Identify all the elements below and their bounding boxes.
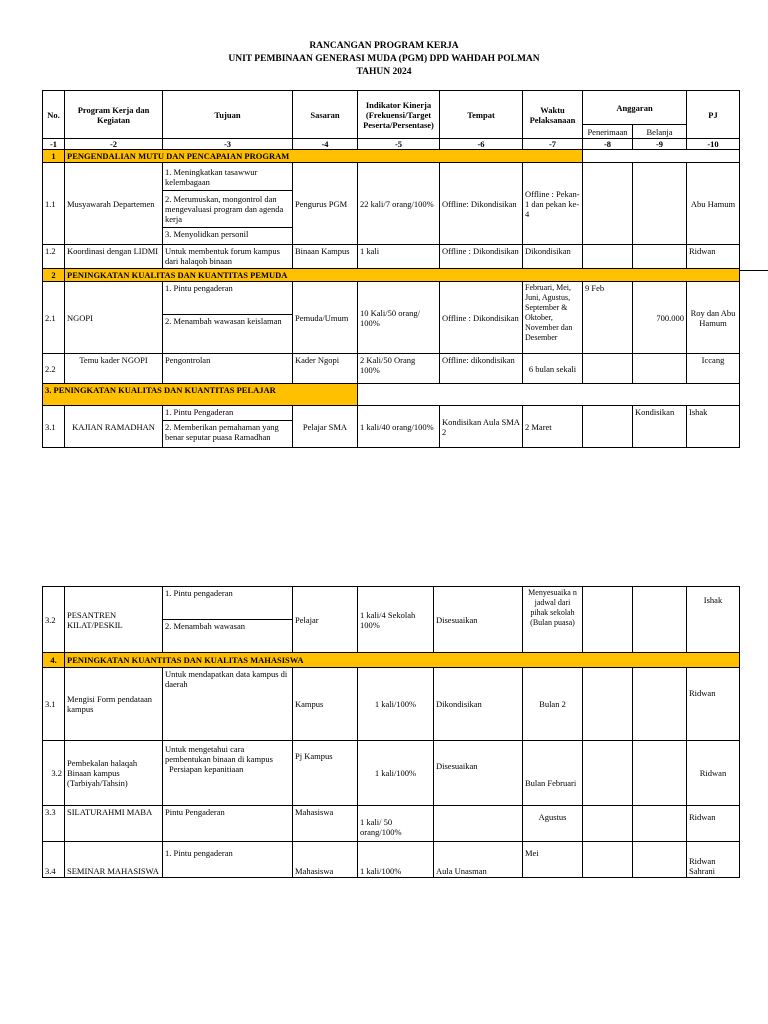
col-header-program: Program Kerja dan Kegiatan [65,91,163,139]
row-tempat: Disesuaikan [434,741,523,806]
row-pj: Ishak [687,406,740,448]
row-sasaran: Pelajar SMA [293,406,358,448]
row-sasaran: Pemuda/Umum [293,282,358,354]
row-penerimaan [583,587,633,653]
tujuan-item: 1. Pintu pengaderan [163,587,292,620]
row-pj: Roy dan Abu Hamum [687,282,740,354]
row-number: 2.2 [43,354,65,384]
row-program: NGOPI [65,282,163,354]
row-program: KAJIAN RAMADHAN [65,406,163,448]
tujuan-item: 2. Memberikan pemahaman yang benar seputar puasa Ramadhan [165,422,279,442]
row-number: 3.2 [43,741,65,806]
table-edge-line [739,270,768,271]
table-row [43,282,740,354]
row-tempat: Dikondisikan [434,668,523,741]
row-indikator: 1 kali/4 Sekolah 100% [358,587,434,653]
row-penerimaan [583,741,633,806]
row-indikator: 1 kali/100% [358,741,434,806]
tujuan-item: 1. Meningkatkan tasawwur kelembagaan [163,166,292,191]
row-belanja [633,842,687,878]
col-number: -8 [583,139,633,150]
col-header-belanja: Belanja [633,125,687,139]
row-belanja [633,245,687,269]
row-sasaran: Pengurus PGM [293,163,358,245]
row-indikator: 22 kali/7 orang/100% [358,163,440,245]
row-program: Pembekalan halaqah Binaan kampus (Tarbiyah/Tahsin) [65,741,163,806]
row-tempat: Offline: Dikondisikan [440,163,523,245]
row-program: SILATURAHMI MABA [65,806,163,842]
row-indikator: 1 kali/ 50 orang/100% [358,806,434,842]
row-number: 3.1 [43,406,65,448]
row-number: 3.1 [43,668,65,741]
row-waktu: Mei [523,842,583,878]
col-header-pj: PJ [687,91,740,139]
col-header-waktu: Waktu Pelaksanaan [523,91,583,139]
row-program: Koordinasi dengan LIDMI [65,245,163,269]
row-pj: Ridwan Sahrani [687,842,740,878]
row-penerimaan [583,842,633,878]
row-pj: Ridwan [687,668,740,741]
row-belanja [633,587,687,653]
row-penerimaan [583,406,633,448]
tujuan-item: 1. Pintu Pengaderan [163,406,292,421]
row-number: 3.3 [43,806,65,842]
row-waktu: Dikondisikan [523,245,583,269]
tujuan-item: Persiapan kepanitiaan [169,764,244,774]
row-tujuan [163,282,293,354]
col-number: -9 [633,139,687,150]
row-penerimaan: 9 Feb [583,282,633,354]
row-penerimaan [583,163,633,245]
row-number: 2.1 [43,282,65,354]
row-tempat: Offline : Dikondisikan [440,245,523,269]
program-table-page-1 [42,90,740,448]
table-row [43,668,740,741]
row-tujuan: Untuk membentuk forum kampus dari halaqoh binaan [163,245,293,269]
row-pj: Ridwan [687,245,740,269]
section-number: 2 [43,269,65,282]
row-indikator: 1 kali [358,245,440,269]
row-tujuan: Pintu Pengaderan [163,806,293,842]
row-belanja [633,806,687,842]
tujuan-item: 3. Menyolidkan personil [165,228,249,239]
section-title: PENGENDALIAN MUTU DAN PENCAPAIAN PROGRAM [65,150,583,163]
table-row [43,741,740,806]
row-indikator: 1 kali/100% [358,668,434,741]
col-number: -10 [687,139,740,150]
row-tujuan [163,406,293,448]
row-sasaran: Kader Ngopi [293,354,358,384]
row-program: Musyawarah Departemen [65,163,163,245]
row-penerimaan [583,245,633,269]
tujuan-item: 2. Menambah wawasan [165,621,246,631]
row-tujuan: Untuk mendapatkan data kampus di daerah [163,668,293,741]
row-pj: Ridwan [687,806,740,842]
section-number: 1 [43,150,65,163]
row-penerimaan [583,354,633,384]
row-sasaran: Kampus [293,668,358,741]
row-sasaran: Pj Kampus [293,741,358,806]
row-waktu: 2 Maret [523,406,583,448]
table-row [43,587,740,653]
row-belanja [633,741,687,806]
row-tujuan: 1. Pintu pengaderan [163,842,293,878]
col-header-anggaran: Anggaran [583,91,687,125]
row-waktu: 6 bulan sekali [523,354,583,384]
table-row [43,245,740,269]
row-tempat: Offline: dikondisikan [440,354,523,384]
doc-title-line-1: RANCANGAN PROGRAM KERJA [309,41,459,51]
col-number: -6 [440,139,523,150]
col-header-indikator: Indikator Kinerja (Frekuensi/Target Peserta/Persentase) [358,91,440,139]
program-table-page-2 [42,586,740,878]
table-row [43,163,740,245]
row-indikator: 1 kali/40 orang/100% [358,406,440,448]
col-number: -3 [163,139,293,150]
col-number: -4 [293,139,358,150]
col-number: -2 [65,139,163,150]
row-waktu: Bulan Februari [523,741,583,806]
col-number: -1 [43,139,65,150]
row-program: SEMINAR MAHASISWA [65,842,163,878]
doc-title-line-2: UNIT PEMBINAAN GENERASI MUDA (PGM) DPD WAHDAH POLMAN [228,54,540,64]
row-indikator: 2 Kali/50 Orang 100% [358,354,440,384]
row-tempat [434,806,523,842]
tujuan-item: 1. Pintu pengaderan [163,282,292,315]
row-indikator: 10 Kali/50 orang/ 100% [358,282,440,354]
row-sasaran: Binaan Kampus [293,245,358,269]
col-header-penerimaan: Penerimaan [583,125,633,139]
table-row [43,406,740,448]
col-header-no: No. [43,91,65,139]
row-pj: Iccang [687,354,740,384]
row-program: Mengisi Form pendataan kampus [65,668,163,741]
row-program: PESANTREN KILAT/PESKIL [65,587,163,653]
row-tujuan: Pengontrolan [163,354,293,384]
table-row [43,354,740,384]
row-pj: Ishak [687,587,740,653]
row-sasaran: Mahasiswa [293,806,358,842]
row-number: 1.1 [43,163,65,245]
row-pj: Ridwan [687,741,740,806]
row-tempat: Disesuaikan [434,587,523,653]
section-title: 3. PENINGKATAN KUALITAS DAN KUANTITAS PELAJAR [43,384,358,406]
table-row [43,806,740,842]
row-belanja [633,163,687,245]
row-belanja [633,668,687,741]
table-row [43,842,740,878]
row-tempat: Kondisikan Aula SMA 2 [440,406,523,448]
section-title: PENINGKATAN KUALITAS DAN KUANTITAS PEMUDA [65,269,740,282]
row-number: 3.2 [43,587,65,653]
tujuan-item: 2. Menambah wawasan keislaman [165,316,282,326]
row-tempat: Aula Unasman [434,842,523,878]
col-number: -7 [523,139,583,150]
col-header-tempat: Tempat [440,91,523,139]
row-indikator: 1 kali/100% [358,842,434,878]
row-number: 1.2 [43,245,65,269]
row-belanja [633,354,687,384]
row-belanja: Kondisikan [633,406,687,448]
row-waktu: Agustus [523,806,583,842]
row-sasaran: Mahasiswa [293,842,358,878]
row-tempat: Offline : Dikondisikan [440,282,523,354]
section-title: PENINGKATAN KUANTITAS DAN KUALITAS MAHASISWA [65,653,740,668]
row-waktu: Bulan 2 [523,668,583,741]
row-sasaran: Pelajar [293,587,358,653]
tujuan-item: 2. Merumuskan, mongontrol dan mengevaluasi program dan agenda kerja [163,191,292,228]
row-tujuan [163,741,293,806]
col-number: -5 [358,139,440,150]
row-belanja: 700.000 [633,282,687,354]
row-number: 3.4 [43,842,65,878]
row-waktu: Menyesuaika n jadwal dari pihak sekolah (Bulan puasa) [523,587,583,653]
row-tujuan [163,587,293,653]
row-program: Temu kader NGOPI [65,354,163,384]
col-header-sasaran: Sasaran [293,91,358,139]
row-tujuan [163,163,293,245]
tujuan-item: Untuk mengetahui cara pembentukan binaan di kampus [165,744,273,764]
row-waktu: Offline : Pekan-1 dan pekan ke-4 [523,163,583,245]
section-number: 4. [43,653,65,668]
row-penerimaan [583,806,633,842]
row-pj: Abu Hamum [687,163,740,245]
row-penerimaan [583,668,633,741]
row-waktu: Februari, Mei, Juni, Agustus, September & Oktober, November dan Desember [523,282,583,354]
col-header-tujuan: Tujuan [163,91,293,139]
doc-title-line-3: TAHUN 2024 [356,67,412,77]
